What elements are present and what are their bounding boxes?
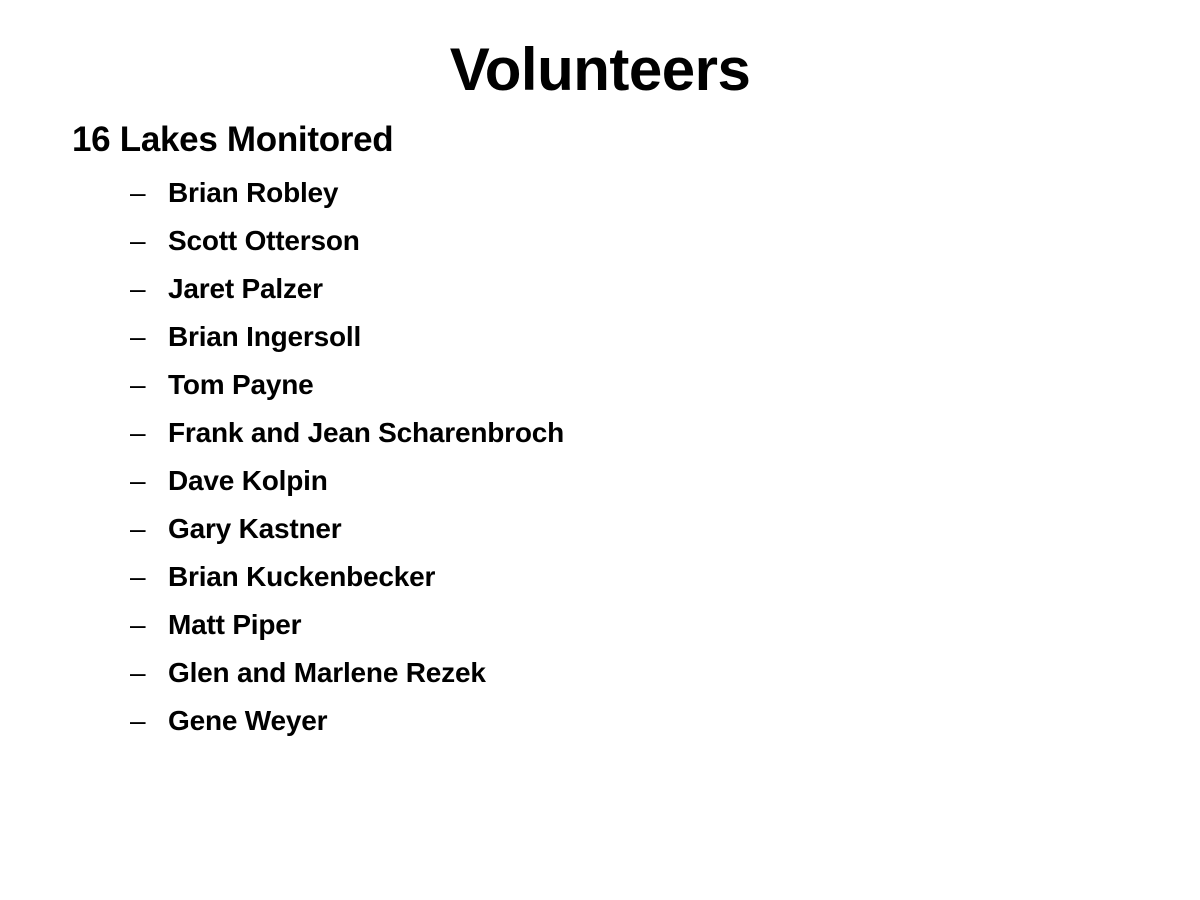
volunteer-list-item [130,505,564,553]
volunteer-name: Jaret Palzer [168,273,323,304]
volunteer-name: Frank and Jean Scharenbroch [168,417,565,448]
volunteer-list-item [130,265,564,313]
volunteer-list-item [130,601,564,649]
volunteer-name: Brian Robley [168,177,339,208]
volunteer-list-item [130,649,564,697]
dash-bullet-icon: – [130,177,146,208]
dash-bullet-icon: – [130,369,146,400]
volunteer-list-item [130,361,564,409]
volunteer-name: Glen and Marlene Rezek [168,657,486,688]
dash-bullet-icon: – [130,657,146,688]
slide-subtitle: 16 Lakes Monitored [72,120,394,159]
dash-bullet-icon: – [130,273,146,304]
volunteer-list-item [130,313,564,361]
volunteer-list-item [130,217,564,265]
dash-bullet-icon: – [130,513,146,544]
volunteer-list-item [130,457,564,505]
dash-bullet-icon: – [130,417,146,448]
slide-title: Volunteers [449,36,751,103]
dash-bullet-icon: – [130,705,146,736]
dash-bullet-icon: – [130,465,146,496]
volunteer-name: Scott Otterson [168,225,360,256]
volunteer-name: Tom Payne [168,369,314,400]
volunteer-list-item [130,553,564,601]
volunteer-name: Brian Ingersoll [168,321,362,352]
volunteer-name: Matt Piper [168,609,302,640]
dash-bullet-icon: – [130,225,146,256]
volunteer-list-item [130,697,564,745]
volunteer-list-item [130,409,564,457]
volunteer-name: Gene Weyer [168,705,328,736]
volunteer-list-item [130,169,564,217]
volunteer-name: Dave Kolpin [168,465,328,496]
dash-bullet-icon: – [130,321,146,352]
volunteer-name: Brian Kuckenbecker [168,561,436,592]
dash-bullet-icon: – [130,609,146,640]
dash-bullet-icon: – [130,561,146,592]
volunteer-name: Gary Kastner [168,513,342,544]
volunteer-list [130,169,564,745]
